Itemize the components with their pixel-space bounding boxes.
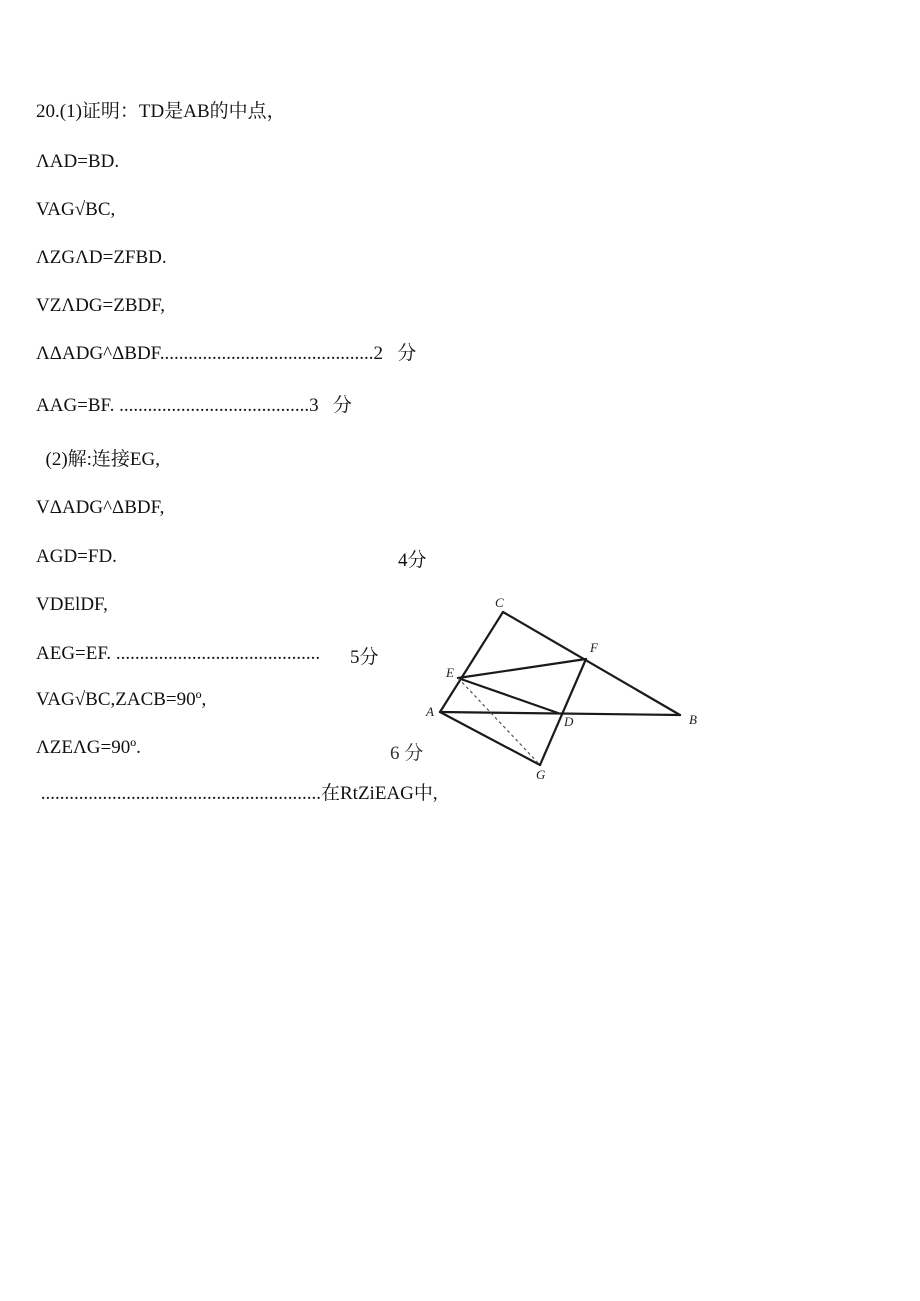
segment-fg xyxy=(540,659,586,765)
label-c: C xyxy=(495,595,504,610)
line-4: ΛZGΛD=ZFBD. xyxy=(36,247,167,268)
segment-ed xyxy=(458,678,558,713)
segment-cb xyxy=(503,612,680,715)
line-15: ...........................................................在RtZiEAG中, xyxy=(36,783,438,804)
score-6: 6 分 xyxy=(390,743,424,764)
label-e: E xyxy=(446,665,454,680)
label-b: B xyxy=(689,712,697,727)
label-f: F xyxy=(590,640,598,655)
line-13: VAG√BC,ZACB=90º, xyxy=(36,689,207,710)
line-3: VAG√BC, xyxy=(36,199,116,220)
score-5: 5分 xyxy=(350,647,379,668)
segment-ag xyxy=(440,712,540,765)
label-g: G xyxy=(536,767,546,782)
label-a: A xyxy=(426,704,434,719)
label-d: D xyxy=(564,714,574,729)
line-5: VZΛDG=ZBDF, xyxy=(36,295,166,316)
line-14: ΛZEΛG=90º. xyxy=(36,737,141,758)
segment-ab xyxy=(440,712,680,715)
line-6: ΛΔADG^ΔBDF.............................................2 分 xyxy=(36,343,417,364)
segment-eg-dashed xyxy=(458,678,540,765)
segment-ac xyxy=(440,612,503,712)
line-8: (2)解:连接EG, xyxy=(36,449,161,470)
segment-ef xyxy=(458,659,586,678)
line-1: 20.(1)证明：TD是AB的中点， xyxy=(36,101,286,122)
line-10: AGD=FD. xyxy=(36,546,117,567)
geometry-figure xyxy=(380,585,720,785)
line-12: AEG=EF. ........................................... xyxy=(36,643,321,664)
line-2: ΛAD=BD. xyxy=(36,151,120,172)
score-4: 4分 xyxy=(398,550,427,571)
line-11: VDElDF, xyxy=(36,594,108,615)
line-7: AAG=BF. ........................................3 分 xyxy=(36,395,352,416)
line-9: VΔADG^ΔBDF, xyxy=(36,497,165,518)
